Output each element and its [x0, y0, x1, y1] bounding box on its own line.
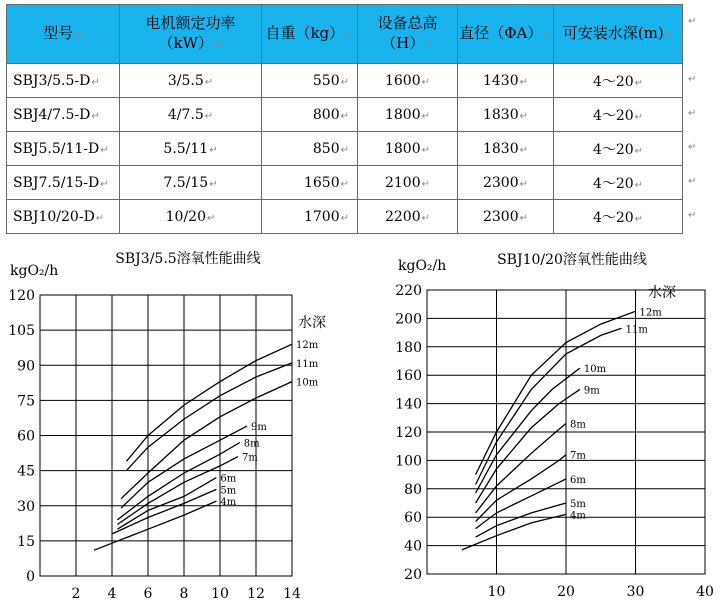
- x-tick-label: 14: [283, 586, 301, 602]
- cell-depth: 4～20↵: [554, 98, 683, 132]
- row-end-mark: ↵: [688, 176, 697, 187]
- y-tick-label: 140: [395, 396, 422, 413]
- series-label: 6m: [570, 474, 586, 486]
- paragraph-mark: ↵: [209, 178, 218, 190]
- paragraph-mark: ↵: [421, 212, 431, 224]
- cell-diameter: 1830↵: [458, 98, 554, 132]
- chart-sbj10-oxygen-curve: [395, 251, 714, 600]
- paragraph-mark: ↵: [340, 76, 349, 88]
- row-end-mark: ↵: [688, 210, 697, 221]
- paragraph-mark: ↵: [519, 76, 529, 88]
- cell-diameter: 1830↵: [458, 132, 554, 166]
- y-tick-label: 30: [17, 498, 35, 515]
- x-tick-label: 10: [487, 584, 506, 600]
- cell-weight: 800↵: [262, 98, 358, 132]
- y-tick-label: 20: [404, 567, 422, 583]
- series-label: 11m: [625, 324, 648, 336]
- series-label: 10m: [583, 364, 607, 376]
- paragraph-mark: ↵: [340, 110, 349, 122]
- paragraph-mark: ↵: [91, 76, 100, 88]
- y-axis-label: kgO₂/h: [10, 263, 59, 279]
- series-label: 4m: [220, 497, 237, 509]
- cell-height: 1600↵: [358, 64, 458, 98]
- paragraph-mark: ↵: [634, 213, 644, 225]
- paragraph-mark: ↵: [95, 212, 105, 224]
- chart-title: SBJ3/5.5溶氧性能曲线: [115, 251, 261, 267]
- x-tick-label: 40: [696, 584, 714, 600]
- series-label: 7m: [570, 450, 586, 462]
- y-axis-label: kgO₂/h: [398, 258, 447, 274]
- cell-power: 7.5/15↵: [120, 166, 262, 200]
- paragraph-mark: ↵: [519, 212, 529, 224]
- cell-depth: 4～20↵: [554, 64, 683, 98]
- cell-height: 1800↵: [358, 98, 458, 132]
- paragraph-mark: ↵: [340, 178, 349, 190]
- paragraph-mark: ↵: [519, 144, 529, 156]
- cell-power: 5.5/11↵: [120, 132, 262, 166]
- cell-diameter: 1430↵: [458, 64, 554, 98]
- row-end-mark: ↵: [688, 74, 697, 85]
- paragraph-mark: ↵: [100, 144, 109, 156]
- cell-diameter: 2300↵: [458, 166, 554, 200]
- series-label: 8m: [243, 438, 260, 450]
- y-tick-label: 80: [404, 481, 422, 498]
- cell-depth: 4～20↵: [554, 200, 683, 234]
- y-tick-label: 60: [17, 428, 35, 445]
- cell-weight: 850↵: [262, 132, 358, 166]
- x-tick-label: 2: [71, 586, 81, 602]
- y-tick-label: 200: [395, 311, 422, 328]
- legend-title: 水深: [648, 285, 676, 301]
- series-label: 6m: [220, 473, 237, 485]
- cell-depth: 4～20↵: [554, 132, 683, 166]
- cell-model: SBJ4/7.5-D↵: [7, 98, 120, 132]
- header-model: 型号↵: [7, 5, 120, 64]
- chart-sbj3-oxygen-curve: [8, 250, 326, 602]
- series-label: 5m: [220, 485, 237, 497]
- y-tick-label: 120: [395, 425, 422, 441]
- series-label: 9m: [583, 385, 600, 397]
- paragraph-mark: ↵: [204, 76, 214, 88]
- paragraph-mark: ↵: [519, 178, 529, 190]
- y-tick-label: 220: [395, 283, 422, 299]
- cell-power: 4/7.5↵: [120, 98, 262, 132]
- paragraph-mark: ↵: [519, 110, 529, 122]
- y-tick-label: 160: [395, 368, 422, 385]
- paragraph-mark: ↵: [634, 179, 644, 191]
- paragraph-mark: ↵: [421, 110, 431, 122]
- paragraph-mark: ↵: [209, 144, 218, 156]
- legend-title: 水深: [298, 315, 326, 331]
- cell-power: 10/20↵: [120, 200, 262, 234]
- x-tick-label: 12: [247, 586, 265, 602]
- y-tick-label: 45: [17, 463, 35, 480]
- x-tick-label: 10: [211, 586, 229, 602]
- cell-model: SBJ5.5/11-D↵: [7, 132, 120, 166]
- x-tick-label: 4: [107, 586, 117, 602]
- x-tick-label: 8: [179, 586, 189, 602]
- series-label: 12m: [639, 307, 662, 319]
- series-line-11m: [476, 328, 622, 484]
- cell-model: SBJ7.5/15-D↵: [7, 166, 120, 200]
- series-line-7m: [476, 455, 566, 522]
- header-depth: 可安装水深(m)↵: [554, 5, 683, 64]
- header-height: 设备总高 （H）↵: [358, 5, 458, 64]
- cell-diameter: 2300↵: [458, 200, 554, 234]
- header-diameter: 直径（ΦA）↵: [458, 5, 554, 64]
- row-end-mark: ↵: [688, 142, 697, 153]
- series-line-10m: [121, 382, 292, 499]
- cell-weight: 1650↵: [262, 166, 358, 200]
- cell-height: 1800↵: [358, 132, 458, 166]
- series-label: 12m: [296, 340, 319, 352]
- paragraph-mark: ↵: [204, 110, 214, 122]
- y-tick-label: 15: [17, 533, 35, 550]
- y-tick-label: 60: [404, 510, 422, 527]
- y-tick-label: 105: [8, 323, 35, 340]
- series-label: 5m: [570, 499, 586, 510]
- cell-model: SBJ10/20-D↵: [7, 200, 120, 234]
- paragraph-mark: ↵: [340, 144, 349, 156]
- cell-model: SBJ3/5.5-D↵: [7, 64, 120, 98]
- series-line-9m: [476, 389, 580, 503]
- series-label: 10m: [296, 377, 319, 389]
- x-tick-label: 30: [626, 584, 645, 600]
- paragraph-mark: ↵: [421, 76, 431, 88]
- chart-title: SBJ10/20溶氧性能曲线: [497, 252, 647, 268]
- paragraph-mark: ↵: [634, 111, 644, 123]
- header-power: 电机额定功率 （kW）↵: [120, 5, 262, 64]
- y-tick-label: 40: [404, 538, 422, 555]
- row-end-mark: ↵: [688, 108, 697, 119]
- paragraph-mark: ↵: [634, 145, 644, 157]
- cell-depth: 4～20↵: [554, 166, 683, 200]
- chart-grid: [427, 290, 705, 574]
- paragraph-mark: ↵: [340, 212, 349, 224]
- series-line-6m: [476, 479, 566, 529]
- x-tick-label: 20: [557, 584, 575, 600]
- y-tick-label: 90: [17, 358, 35, 375]
- y-tick-label: 0: [26, 569, 35, 585]
- paragraph-mark: ↵: [421, 144, 431, 156]
- series-label: 9m: [251, 422, 267, 434]
- paragraph-mark: ↵: [100, 178, 109, 190]
- series-label: 4m: [570, 510, 586, 522]
- y-tick-label: 180: [395, 339, 422, 356]
- cell-weight: 550↵: [262, 64, 358, 98]
- cell-height: 2200↵: [358, 200, 458, 234]
- row-end-mark: ↵: [688, 16, 697, 27]
- series-line-10m: [476, 368, 580, 493]
- y-tick-label: 100: [395, 453, 422, 470]
- cell-weight: 1700↵: [262, 200, 358, 234]
- series-label: 7m: [242, 452, 258, 464]
- y-tick-label: 75: [17, 393, 35, 410]
- cell-power: 3/5.5↵: [120, 64, 262, 98]
- paragraph-mark: ↵: [206, 212, 216, 224]
- paragraph-mark: ↵: [421, 178, 431, 190]
- paragraph-mark: ↵: [634, 77, 644, 89]
- series-label: 8m: [570, 419, 586, 431]
- y-tick-label: 120: [8, 288, 35, 304]
- header-weight: 自重（kg）↵: [262, 5, 358, 64]
- series-line-11m: [126, 363, 292, 471]
- chart-grid: [40, 295, 292, 576]
- x-tick-label: 6: [143, 586, 153, 602]
- series-label: 11m: [296, 358, 319, 370]
- cell-height: 2100↵: [358, 166, 458, 200]
- paragraph-mark: ↵: [91, 110, 100, 122]
